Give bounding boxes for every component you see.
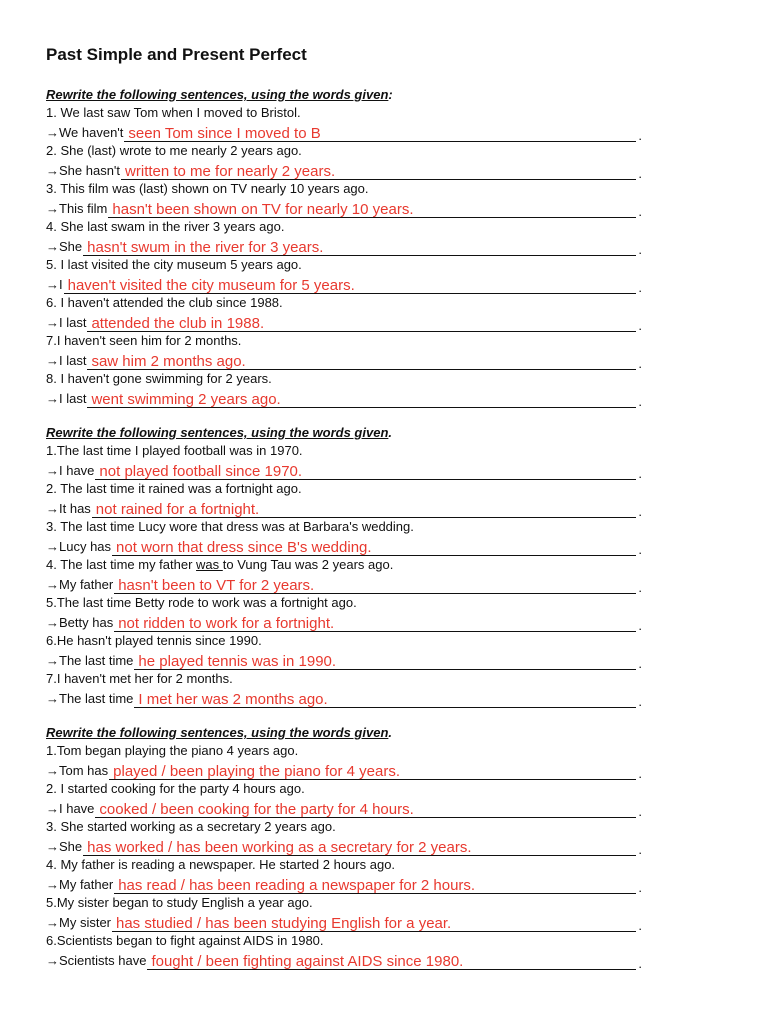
arrow-icon: →	[46, 539, 59, 554]
line-end-dot: .	[638, 128, 642, 143]
question-sentence: 6. I haven't attended the club since 1988.	[46, 295, 283, 310]
line-end-dot: .	[638, 542, 642, 557]
answer-line	[46, 122, 642, 143]
line-end-dot: .	[638, 394, 642, 409]
answer-blank[interactable]	[114, 575, 642, 595]
arrow-icon: →	[46, 801, 59, 816]
handwritten-answer: not worn that dress since B's wedding.	[116, 539, 372, 556]
line-end-dot: .	[638, 694, 642, 709]
exercise-section	[46, 424, 768, 708]
answer-blank[interactable]	[134, 651, 642, 671]
handwritten-answer: played / been playing the piano for 4 years.	[113, 763, 401, 780]
instruction-text: Rewrite the following sentences, using the words given	[46, 425, 389, 440]
answer-line	[46, 198, 642, 219]
question-sentence: 3. She started working as a secretary 2 years ago.	[46, 819, 336, 834]
answer-lead-words: I last	[59, 315, 87, 330]
answer-line	[46, 160, 642, 181]
line-end-dot: .	[638, 356, 642, 371]
handwritten-answer: not ridden to work for a fortnight.	[118, 615, 335, 632]
answer-line	[46, 350, 642, 371]
question-underlined-word: was	[196, 557, 223, 572]
line-end-dot: .	[638, 766, 642, 781]
line-end-dot: .	[638, 242, 642, 257]
arrow-icon: →	[46, 915, 59, 930]
question-sentence: 1.Tom began playing the piano 4 years ago.	[46, 743, 299, 758]
arrow-icon: →	[46, 501, 59, 516]
section-instruction	[46, 86, 768, 104]
instruction-text: Rewrite the following sentences, using the words given	[46, 87, 389, 102]
question-sentence: 4. She last swam in the river 3 years ago.	[46, 219, 285, 234]
answer-blank[interactable]	[95, 461, 642, 481]
answer-line	[46, 460, 642, 481]
question-sentence: 3. This film was (last) shown on TV nearly 10 years ago.	[46, 181, 369, 196]
answer-line	[46, 798, 642, 819]
answer-blank[interactable]	[147, 951, 642, 971]
instruction-text: Rewrite the following sentences, using the words given	[46, 725, 389, 740]
line-end-dot: .	[638, 318, 642, 333]
line-end-dot: .	[638, 466, 642, 481]
line-end-dot: .	[638, 166, 642, 181]
question-part: 4. The last time my father	[46, 557, 197, 572]
answer-line	[46, 612, 642, 633]
handwritten-answer: haven't visited the city museum for 5 years.	[67, 277, 355, 294]
arrow-icon: →	[46, 953, 59, 968]
answer-blank[interactable]	[121, 161, 642, 181]
line-end-dot: .	[638, 580, 642, 595]
answer-blank[interactable]	[64, 275, 642, 295]
handwritten-answer: has read / has been reading a newspaper for 2 hours.	[118, 877, 476, 894]
handwritten-answer: seen Tom since I moved to B	[128, 125, 321, 142]
answer-line	[46, 574, 642, 595]
section-instruction	[46, 424, 768, 442]
handwritten-answer: attended the club in 1988.	[91, 315, 265, 332]
question-sentence: 8. I haven't gone swimming for 2 years.	[46, 371, 272, 386]
answer-blank[interactable]	[114, 613, 642, 633]
question-sentence: 7.I haven't met her for 2 months.	[46, 671, 233, 686]
answer-blank[interactable]	[114, 875, 642, 895]
question-sentence: 5. I last visited the city museum 5 years ago.	[46, 257, 302, 272]
answer-blank[interactable]	[109, 761, 642, 781]
page-title: Past Simple and Present Perfect	[46, 45, 307, 64]
arrow-icon: →	[46, 653, 59, 668]
handwritten-answer: fought / been fighting against AIDS since 1980.	[151, 953, 464, 970]
arrow-icon: →	[46, 239, 59, 254]
arrow-icon: →	[46, 839, 59, 854]
line-end-dot: .	[638, 656, 642, 671]
line-end-dot: .	[638, 956, 642, 971]
answer-lead-words: My father	[59, 577, 114, 592]
exercise-sections	[46, 86, 768, 970]
exercise-section	[46, 724, 768, 970]
question-sentence: 2. The last time it rained was a fortnight ago.	[46, 481, 302, 496]
answer-lead-words: This film	[59, 201, 108, 216]
answer-blank[interactable]	[124, 123, 642, 143]
answer-lead-words: I have	[59, 463, 95, 478]
instruction-punctuation: .	[388, 425, 393, 440]
handwritten-answer: hasn't been shown on TV for nearly 10 years.	[112, 201, 414, 218]
answer-blank[interactable]	[87, 351, 642, 371]
answer-lead-words: Betty has	[59, 615, 114, 630]
question-sentence	[46, 556, 768, 574]
answer-line	[46, 312, 642, 333]
arrow-icon: →	[46, 691, 59, 706]
answer-line	[46, 874, 642, 895]
answer-lead-words: Scientists have	[59, 953, 147, 968]
answer-blank[interactable]	[112, 913, 642, 933]
handwritten-answer: went swimming 2 years ago.	[91, 391, 281, 408]
answer-blank[interactable]	[87, 313, 642, 333]
arrow-icon: →	[46, 353, 59, 368]
question-sentence: 7.I haven't seen him for 2 months.	[46, 333, 242, 348]
line-end-dot: .	[638, 504, 642, 519]
question-sentence: 2. She (last) wrote to me nearly 2 years ago.	[46, 143, 302, 158]
arrow-icon: →	[46, 163, 59, 178]
arrow-icon: →	[46, 615, 59, 630]
answer-blank[interactable]	[87, 389, 642, 409]
instruction-punctuation: :	[388, 87, 393, 102]
question-sentence: 5.My sister began to study English a year ago.	[46, 895, 313, 910]
answer-lead-words: I last	[59, 391, 87, 406]
answer-line	[46, 498, 642, 519]
answer-line	[46, 274, 642, 295]
answer-blank[interactable]	[83, 237, 642, 257]
handwritten-answer: hasn't been to VT for 2 years.	[118, 577, 315, 594]
answer-blank[interactable]	[83, 837, 642, 857]
line-end-dot: .	[638, 918, 642, 933]
line-end-dot: .	[638, 618, 642, 633]
handwritten-answer: he played tennis was in 1990.	[138, 653, 337, 670]
answer-lead-words: Lucy has	[59, 539, 112, 554]
answer-lead-words: It has	[59, 501, 91, 516]
answer-blank[interactable]	[134, 689, 642, 709]
question-sentence: 6.He hasn't played tennis since 1990.	[46, 633, 262, 648]
handwritten-answer: not rained for a fortnight.	[95, 501, 260, 518]
arrow-icon: →	[46, 201, 59, 216]
handwritten-answer: written to me for nearly 2 years.	[125, 163, 336, 180]
answer-line	[46, 388, 642, 409]
answer-lead-words: I have	[59, 801, 95, 816]
answer-lead-words: The last time	[59, 691, 134, 706]
answer-lead-words: Tom has	[59, 763, 109, 778]
handwritten-answer: has studied / has been studying English for a year.	[116, 915, 452, 932]
question-sentence: 1. We last saw Tom when I moved to Bristol.	[46, 105, 301, 120]
line-end-dot: .	[638, 204, 642, 219]
arrow-icon: →	[46, 463, 59, 478]
question-sentence: 4. My father is reading a newspaper. He started 2 hours ago.	[46, 857, 396, 872]
answer-line	[46, 536, 642, 557]
line-end-dot: .	[638, 880, 642, 895]
arrow-icon: →	[46, 763, 59, 778]
arrow-icon: →	[46, 315, 59, 330]
instruction-punctuation: .	[388, 725, 393, 740]
answer-line	[46, 912, 642, 933]
arrow-icon: →	[46, 125, 59, 140]
line-end-dot: .	[638, 842, 642, 857]
answer-lead-words: She	[59, 239, 83, 254]
question-sentence: 6.Scientists began to fight against AIDS in 1980.	[46, 933, 324, 948]
answer-blank[interactable]	[92, 499, 642, 519]
handwritten-answer: cooked / been cooking for the party for 4 hours.	[99, 801, 414, 818]
answer-blank[interactable]	[108, 199, 642, 219]
answer-lead-words: My sister	[59, 915, 111, 930]
answer-line	[46, 950, 642, 971]
answer-blank[interactable]	[95, 799, 642, 819]
answer-lead-words: I	[59, 277, 63, 292]
answer-lead-words: She hasn't	[59, 163, 121, 178]
answer-line	[46, 836, 642, 857]
answer-lead-words: My father	[59, 877, 114, 892]
handwritten-answer: hasn't swum in the river for 3 years.	[87, 239, 324, 256]
exercise-section	[46, 86, 768, 408]
section-instruction	[46, 724, 768, 742]
answer-lead-words: We haven't	[59, 125, 124, 140]
question-sentence: 1.The last time I played football was in 1970.	[46, 443, 303, 458]
arrow-icon: →	[46, 391, 59, 406]
answer-lead-words: The last time	[59, 653, 134, 668]
question-sentence: 5.The last time Betty rode to work was a fortnight ago.	[46, 595, 357, 610]
arrow-icon: →	[46, 877, 59, 892]
answer-line	[46, 760, 642, 781]
handwritten-answer: saw him 2 months ago.	[91, 353, 246, 370]
handwritten-answer: I met her was 2 months ago.	[138, 691, 328, 708]
handwritten-answer: not played football since 1970.	[99, 463, 303, 480]
line-end-dot: .	[638, 280, 642, 295]
arrow-icon: →	[46, 577, 59, 592]
answer-lead-words: She	[59, 839, 83, 854]
line-end-dot: .	[638, 804, 642, 819]
question-sentence: 2. I started cooking for the party 4 hours ago.	[46, 781, 305, 796]
handwritten-answer: has worked / has been working as a secretary for 2 years.	[87, 839, 472, 856]
question-part: to Vung Tau was 2 years ago.	[222, 557, 394, 572]
question-sentence: 3. The last time Lucy wore that dress was at Barbara's wedding.	[46, 519, 414, 534]
arrow-icon: →	[46, 277, 59, 292]
answer-line	[46, 236, 642, 257]
answer-line	[46, 650, 642, 671]
answer-line	[46, 688, 642, 709]
answer-lead-words: I last	[59, 353, 87, 368]
answer-blank[interactable]	[112, 537, 642, 557]
